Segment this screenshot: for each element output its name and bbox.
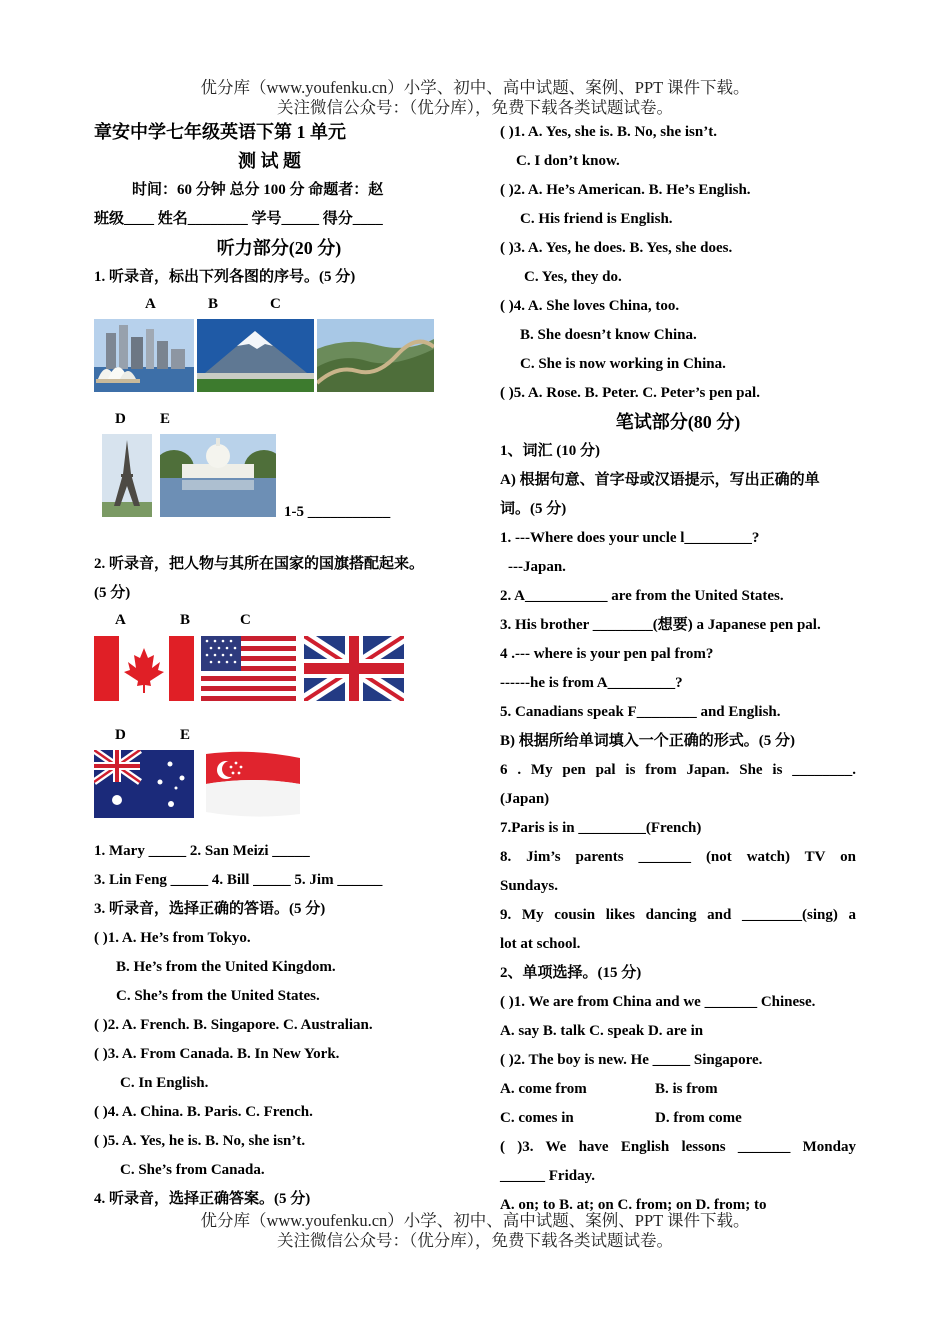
vocab-a-line: 1. ---Where does your uncle l_________? [500, 530, 760, 546]
part-a-heading: A) 根据句意、首字母或汉语提示，写出正确的单 [500, 472, 820, 488]
written-heading: 笔试部分(80 分) [615, 412, 741, 432]
vocab-b-line-9: 9. My cousin likes dancing and ________(sing) a [500, 907, 856, 923]
header-line-2: 关注微信公众号：（优分库），免费下载各类试题试卷。 [277, 98, 673, 117]
mc-question-3: ( )3. We have English lessons _______ Monday [500, 1139, 856, 1155]
q2-label-b: B [180, 612, 191, 628]
vocab-a-line: ---Japan. [508, 559, 566, 575]
listening-heading: 听力部分(20 分) [216, 238, 342, 258]
singapore-flag [202, 750, 304, 818]
q2-label-d: D [115, 727, 126, 743]
mount-fuji-picture [197, 319, 314, 392]
q3-line: ( )4. A. China. B. Paris. C. French. [94, 1104, 313, 1120]
header-line-1: 优分库（www.youfenku.cn）小学、初中、高中试题、案例、PPT 课件下载。 [200, 78, 750, 97]
usa-flag [201, 636, 296, 701]
q3-line: ( )1. A. He’s from Tokyo. [94, 930, 251, 946]
part-a-heading-cont: 词。(5 分) [500, 501, 567, 517]
q3-line: B. He’s from the United Kingdom. [116, 959, 336, 975]
q3-line: C. She’s from the United States. [116, 988, 320, 1004]
q2-label-c: C [240, 612, 251, 628]
vocab-b-line-8-cont: Sundays. [500, 878, 558, 894]
great-wall-picture [317, 319, 434, 392]
q4-line: ( )3. A. Yes, he does. B. Yes, she does. [500, 240, 733, 256]
mc2-option-d: D. from come [655, 1110, 742, 1126]
q1-label-c: C [270, 296, 281, 312]
vocab-a-line: ------he is from A_________? [500, 675, 683, 691]
uk-flag [304, 636, 404, 701]
exam-meta: 时间：60 分钟 总分 100 分 命题者：赵 [132, 182, 384, 198]
mc-question-2: ( )2. The boy is new. He _____ Singapore. [500, 1052, 763, 1068]
sydney-picture [94, 319, 194, 392]
part-b-heading: B) 根据所给单词填入一个正确的形式。(5 分) [500, 733, 795, 749]
q4-heading: 4. 听录音，选择正确答案。(5 分) [94, 1191, 311, 1207]
mc-question-1: ( )1. We are from China and we _______ Chinese. [500, 994, 816, 1010]
q4-line: ( )4. A. She loves China, too. [500, 298, 680, 314]
q4-line: C. Yes, they do. [524, 269, 622, 285]
vocab-a-line: 2. A___________ are from the United States. [500, 588, 784, 604]
vocab-b-line-6-cont: (Japan) [500, 791, 550, 807]
footer-line-2: 关注微信公众号：（优分库），免费下载各类试题试卷。 [277, 1231, 673, 1250]
q1-label-a: A [145, 296, 156, 312]
mc2-option-b: B. is from [655, 1081, 718, 1097]
vocab-b-line-9-cont: lot at school. [500, 936, 581, 952]
q1-label-e: E [160, 411, 171, 427]
capitol-building-picture [160, 434, 276, 517]
q1-heading: 1. 听录音，标出下列各图的序号。(5 分) [94, 269, 356, 285]
q3-line: C. She’s from Canada. [120, 1162, 265, 1178]
footer-line-1: 优分库（www.youfenku.cn）小学、初中、高中试题、案例、PPT 课件下载。 [200, 1211, 750, 1230]
q2-heading: 2. 听录音，把人物与其所在国家的国旗搭配起来。 [94, 556, 425, 572]
exam-title: 章安中学七年级英语下第 1 单元 [94, 122, 346, 142]
q2-label-e: E [180, 727, 191, 743]
left-q2-block [94, 550, 464, 608]
vocab-b-line-8: 8. Jim’s parents _______ (not watch) TV on [500, 849, 856, 865]
q4-line: ( )5. A. Rose. B. Peter. C. Peter’s pen pal. [500, 385, 760, 401]
student-info: 班级____ 姓名________ 学号_____ 得分____ [94, 211, 383, 227]
australia-flag [94, 750, 194, 818]
q4-line: C. She is now working in China. [520, 356, 726, 372]
q1-label-d: D [115, 411, 126, 427]
q3-line: ( )3. A. From Canada. B. In New York. [94, 1046, 340, 1062]
left-q2-answers-block [94, 837, 464, 1214]
q3-heading: 3. 听录音，选择正确的答语。(5 分) [94, 901, 326, 917]
vocab-b-line-7: 7.Paris is in _________(French) [500, 820, 702, 836]
eiffel-tower-picture [102, 434, 152, 517]
mc-question-3-cont: ______ Friday. [500, 1168, 596, 1184]
q4-line: ( )1. A. Yes, she is. B. No, she isn’t. [500, 124, 717, 140]
vocab-a-line: 4 .--- where is your pen pal from? [500, 646, 714, 662]
mc-options-3: A. on; to B. at; on C. from; on D. from; to [500, 1197, 767, 1213]
q4-line: ( )2. A. He’s American. B. He’s English. [500, 182, 751, 198]
left-column [94, 118, 464, 292]
mc-options-1: A. say B. talk C. speak D. are in [500, 1023, 704, 1039]
mc-options-2-row-1 [500, 1075, 856, 1104]
q1-answer-line: 1-5 ___________ [284, 504, 391, 520]
vocab-b-line-6: 6 . My pen pal is from Japan. She is ________. [500, 762, 856, 778]
vocab-a-line: 5. Canadians speak F________ and English. [500, 704, 781, 720]
vocab-heading: 1、词汇 (10 分) [500, 443, 600, 459]
q3-line: ( )2. A. French. B. Singapore. C. Australian. [94, 1017, 373, 1033]
q2-label-a: A [115, 612, 126, 628]
q2-answer-line-2: 3. Lin Feng _____ 4. Bill _____ 5. Jim ______ [94, 872, 383, 888]
canada-flag [94, 636, 194, 701]
q1-label-b: B [208, 296, 219, 312]
exam-subtitle: 测 试 题 [238, 151, 301, 171]
q3-line: C. In English. [120, 1075, 209, 1091]
mc2-option-a: A. come from [500, 1081, 587, 1097]
q4-line: B. She doesn’t know China. [520, 327, 697, 343]
mc-heading: 2、单项选择。(15 分) [500, 965, 642, 981]
q4-line: C. I don’t know. [516, 153, 620, 169]
vocab-a-line: 3. His brother ________(想要) a Japanese pen pal. [500, 617, 821, 633]
q2-answer-line-1: 1. Mary _____ 2. San Meizi _____ [94, 843, 310, 859]
mc2-option-c: C. comes in [500, 1110, 574, 1126]
q4-line: C. His friend is English. [520, 211, 673, 227]
q2-heading-score: (5 分) [94, 585, 131, 601]
q3-line: ( )5. A. Yes, he is. B. No, she isn’t. [94, 1133, 306, 1149]
mc-options-2-row-2 [500, 1104, 856, 1133]
right-column [500, 118, 856, 1220]
